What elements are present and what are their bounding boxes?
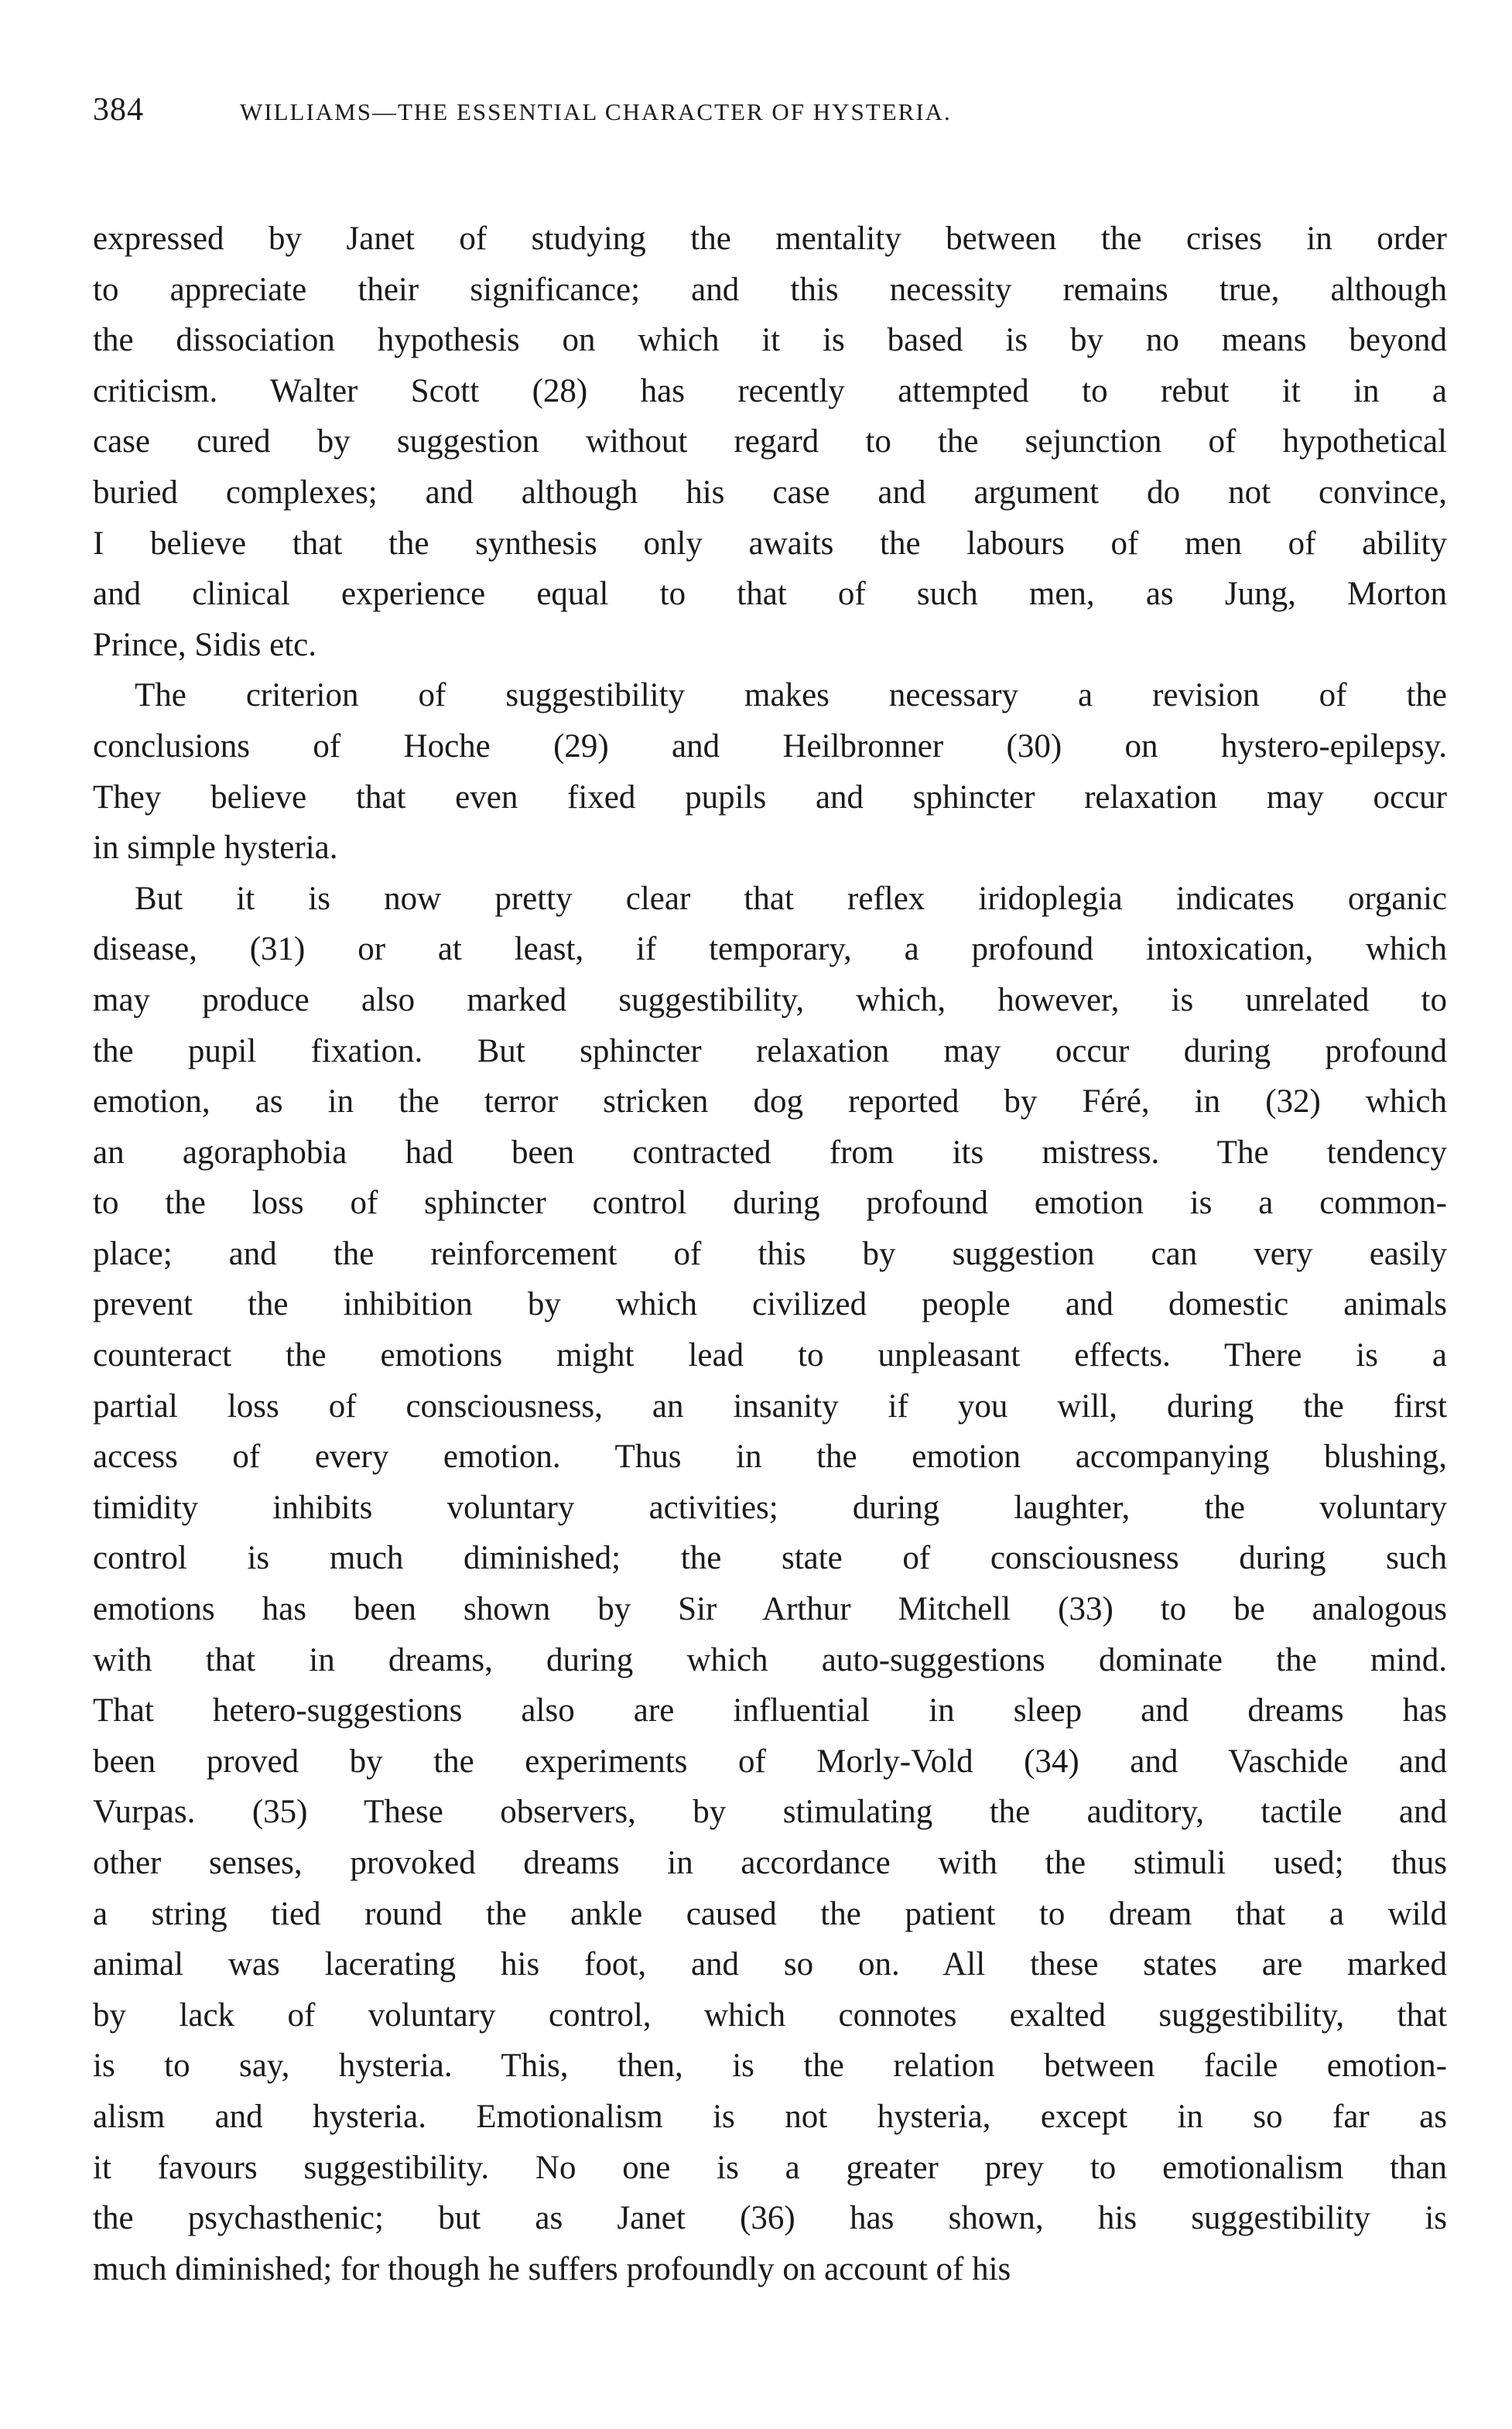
text-line: is to say, hysteria. This, then, is the relation between facile emotion-: [93, 2048, 1447, 2085]
text-line: animal was lacerating his foot, and so on. All these states are marked: [93, 1946, 1447, 1983]
text-line: They believe that even fixed pupils and sphincter relaxation may occur: [93, 778, 1447, 816]
text-line: been proved by the experiments of Morly-Vold (34) and Vaschide and: [93, 1743, 1447, 1780]
text-line: disease, (31) or at least, if temporary, a profound intoxication, which: [93, 931, 1447, 968]
text-line: case cured by suggestion without regard to the sejunction of hypothetical: [93, 423, 1447, 460]
text-line: the dissociation hypothesis on which it is based is by no means beyond: [93, 322, 1447, 359]
text-line: may produce also marked suggestibility, which, however, is unrelated to: [93, 981, 1447, 1018]
text-line: other senses, provoked dreams in accordance with the stimuli used; thus: [93, 1845, 1447, 1881]
text-line: prevent the inhibition by which civilized people and domestic animals: [93, 1286, 1447, 1323]
text-line: an agoraphobia had been contracted from its mistress. The tendency: [93, 1134, 1447, 1171]
text-line: But it is now pretty clear that reflex iridoplegia indicates organic: [135, 880, 1447, 917]
text-line: buried complexes; and although his case and argument do not convince,: [93, 474, 1447, 511]
text-line: in simple hysteria.: [93, 830, 338, 867]
text-line: expressed by Janet of studying the mentality between the crises in order: [93, 221, 1447, 257]
text-line: much diminished; for though he suffers profoundly on account of his: [93, 2250, 1011, 2287]
text-line: and clinical experience equal to that of such men, as Jung, Morton: [93, 576, 1447, 613]
text-line: place; and the reinforcement of this by suggestion can very easily: [93, 1235, 1447, 1272]
text-line: partial loss of consciousness, an insanity if you will, during the first: [93, 1387, 1447, 1425]
text-line: Prince, Sidis etc.: [93, 626, 317, 663]
text-line: Vurpas. (35) These observers, by stimulating the auditory, tactile and: [93, 1794, 1447, 1831]
text-line: emotions has been shown by Sir Arthur Mitchell (33) to be analogous: [93, 1591, 1447, 1628]
text-line: access of every emotion. Thus in the emotion accompanying blushing,: [93, 1439, 1447, 1476]
page-number: 384: [93, 92, 144, 128]
text-line: timidity inhibits voluntary activities; during laughter, the voluntary: [93, 1489, 1447, 1526]
text-line: the pupil fixation. But sphincter relaxation may occur during profound: [93, 1032, 1447, 1069]
running-title: WILLIAMS—THE ESSENTIAL CHARACTER OF HYSTERIA.: [240, 98, 952, 125]
text-line: I believe that the synthesis only awaits the labours of men of ability: [93, 525, 1447, 562]
book-page: [93, 91, 1447, 2294]
body-text: [93, 214, 1447, 2294]
text-line: control is much diminished; the state of consciousness during such: [93, 1540, 1447, 1577]
text-line: The criterion of suggestibility makes necessary a revision of the: [135, 677, 1447, 714]
text-line: it favours suggestibility. No one is a greater prey to emotionalism than: [93, 2149, 1447, 2186]
text-line: emotion, as in the terror stricken dog reported by Féré, in (32) which: [93, 1083, 1447, 1120]
text-line: to appreciate their significance; and this necessity remains true, although: [93, 271, 1447, 308]
text-line: to the loss of sphincter control during profound emotion is a common-: [93, 1185, 1447, 1222]
paragraph: [93, 874, 1447, 2295]
text-line: with that in dreams, during which auto-suggestions dominate the mind.: [93, 1641, 1447, 1678]
paragraph: [93, 214, 1447, 670]
paragraph: [93, 670, 1447, 873]
text-line: by lack of voluntary control, which connotes exalted suggestibility, that: [93, 1996, 1447, 2034]
text-line: criticism. Walter Scott (28) has recently attempted to rebut it in a: [93, 372, 1447, 409]
text-line: alism and hysteria. Emotionalism is not hysteria, except in so far as: [93, 2098, 1447, 2135]
text-line: a string tied round the ankle caused the patient to dream that a wild: [93, 1895, 1447, 1932]
text-line: counteract the emotions might lead to unpleasant effects. There is a: [93, 1337, 1447, 1374]
text-line: That hetero-suggestions also are influential in sleep and dreams has: [93, 1692, 1447, 1729]
text-line: conclusions of Hoche (29) and Heilbronner (30) on hystero-epilepsy.: [93, 727, 1447, 765]
text-line: the psychasthenic; but as Janet (36) has shown, his suggestibility is: [93, 2200, 1447, 2237]
running-head: [93, 91, 1447, 138]
